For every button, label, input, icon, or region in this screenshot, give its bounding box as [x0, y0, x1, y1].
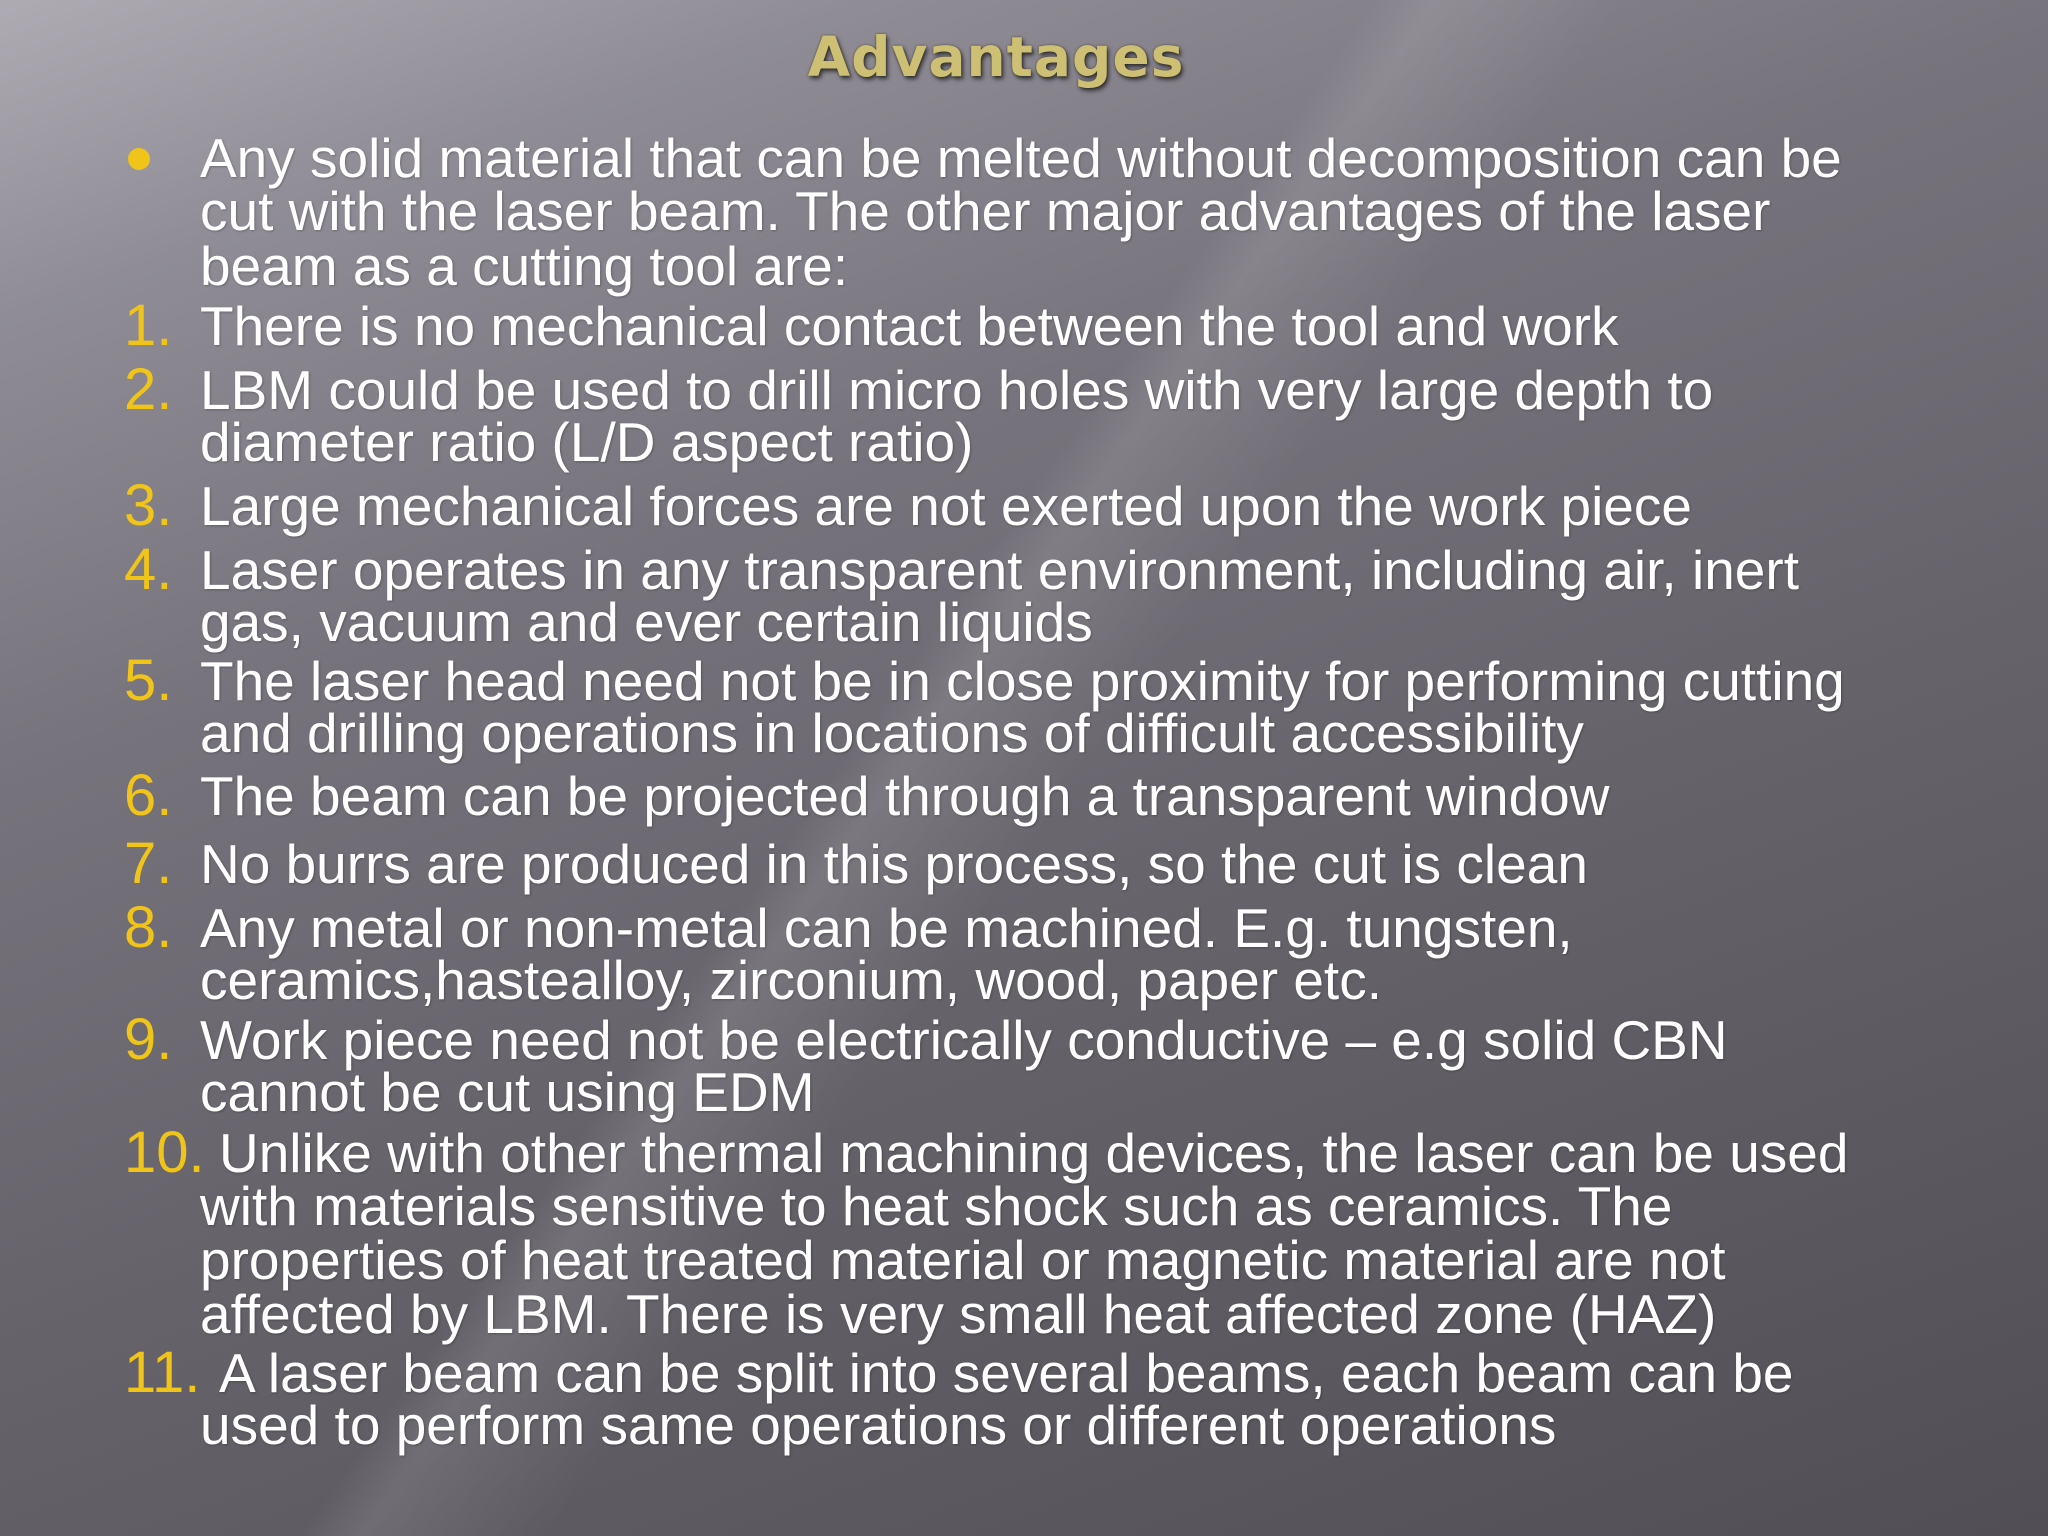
item-line: used to perform same operations or different operations — [200, 1394, 1557, 1456]
item-number: 4. — [124, 537, 173, 602]
bullet-line: beam as a cutting tool are: — [200, 235, 849, 297]
item-line: Laser operates in any transparent environment, including air, inert — [200, 539, 1799, 601]
item-number: 7. — [124, 831, 173, 896]
item-line: The beam can be projected through a transparent window — [200, 765, 1610, 827]
item-line: There is no mechanical contact between the tool and work — [200, 295, 1619, 357]
item-line: Large mechanical forces are not exerted upon the work piece — [200, 475, 1692, 537]
item-number: 11. — [124, 1340, 201, 1405]
item-number: 6. — [124, 763, 173, 828]
item-number: 9. — [124, 1007, 173, 1072]
item-number: 1. — [124, 293, 173, 358]
item-line: Any metal or non-metal can be machined. E.g. tungsten, — [200, 897, 1573, 959]
item-line: A laser beam can be split into several beams, each beam can be — [219, 1342, 1794, 1404]
bullet-line: Any solid material that can be melted without decomposition can be — [200, 127, 1842, 189]
item-line: affected by LBM. There is very small heat affected zone (HAZ) — [200, 1283, 1717, 1345]
item-line: ceramics,hastealloy, zirconium, wood, paper etc. — [200, 949, 1382, 1011]
item-line: gas, vacuum and ever certain liquids — [200, 591, 1093, 653]
item-line: cannot be cut using EDM — [200, 1061, 815, 1123]
slide-title: Advantages — [807, 25, 1185, 89]
item-line: LBM could be used to drill micro holes with very large depth to — [200, 359, 1714, 421]
item-line: and drilling operations in locations of difficult accessibility — [200, 702, 1584, 764]
item-line: Work piece need not be electrically conductive – e.g solid CBN — [200, 1009, 1728, 1071]
bullet-line: cut with the laser beam. The other major advantages of the laser — [200, 180, 1771, 242]
item-line: with materials sensitive to heat shock such as ceramics. The — [200, 1175, 1673, 1237]
item-line: The laser head need not be in close proximity for performing cutting — [200, 650, 1845, 712]
item-number: 3. — [124, 473, 173, 538]
item-line: diameter ratio (L/D aspect ratio) — [200, 411, 974, 473]
item-line: properties of heat treated material or magnetic material are not — [200, 1229, 1726, 1291]
item-line: Unlike with other thermal machining devices, the laser can be used — [219, 1122, 1849, 1184]
item-line: No burrs are produced in this process, so the cut is clean — [200, 833, 1588, 895]
item-number: 5. — [124, 648, 173, 713]
bullet-dot-icon — [128, 148, 150, 170]
item-number: 10. — [124, 1120, 205, 1185]
item-number: 2. — [124, 357, 173, 422]
item-number: 8. — [124, 895, 173, 960]
